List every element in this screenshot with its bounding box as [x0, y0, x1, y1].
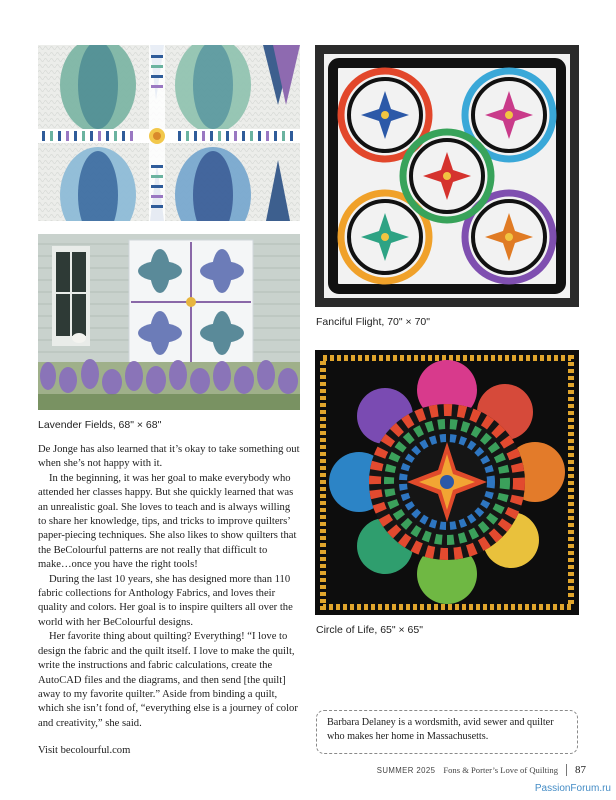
fanciful-flight-photo — [315, 45, 579, 307]
paragraph-2: In the beginning, it was her goal to make everybody who attended her classes happy. But she quickly learned that was an unrealistic goal. She loves to teach and is always willing to share her knowledge, tips, and tricks to improve quilters’ paper-piecing techniques. She also likes to show quilters that the BeColourful patterns are not really that difficult to make…once you have the right tools! — [38, 472, 297, 571]
paragraph-3: During the last 10 years, she has designed more than 110 fabric collections for Anthology Fabrics, and loves their quality and colors. Her goal is to inspire quilters all over the world with her BeColourful designs. — [38, 573, 293, 628]
page-footer — [377, 764, 586, 776]
circle-of-life-caption: Circle of Life, 65" × 65" — [316, 624, 423, 636]
author-bio-box — [316, 710, 578, 754]
fanciful-flight-caption: Fanciful Flight, 70" × 70" — [316, 316, 430, 328]
page-number: 87 — [575, 764, 586, 776]
quilt-detail-photo — [38, 45, 300, 221]
author-bio-text: Barbara Delaney is a wordsmith, avid sewer and quilter who makes her home in Massachusetts. — [327, 717, 554, 742]
watermark: PassionForum.ru — [534, 783, 611, 794]
paragraph-1: De Jonge has also learned that it’s okay to take something out when she’s not happy with it. — [38, 444, 300, 470]
lavender-fields-photo — [38, 234, 300, 410]
footer-season: SUMMER 2025 — [376, 765, 436, 775]
footer-divider — [566, 764, 567, 776]
visit-website-line: Visit becolourful.com — [38, 745, 131, 757]
circle-of-life-photo — [315, 350, 579, 615]
paragraph-4: Her favorite thing about quilting? Everything! “I love to design the fabric and the quilt itself. I love to make the quilt, write the instructions and fabric calculations, create the AutoCAD files and the diagrams, and then send [the quilt] away to my favorite quilter.” Aside from binding a quilt, which she isn’t fond of, “everything else is a journey of color and creativity,” she said. — [38, 631, 298, 729]
footer-magazine-title: Fons & Porter’s Love of Quilting — [443, 765, 558, 775]
lavender-fields-caption: Lavender Fields, 68" × 68" — [38, 419, 162, 431]
article-body — [38, 443, 300, 759]
